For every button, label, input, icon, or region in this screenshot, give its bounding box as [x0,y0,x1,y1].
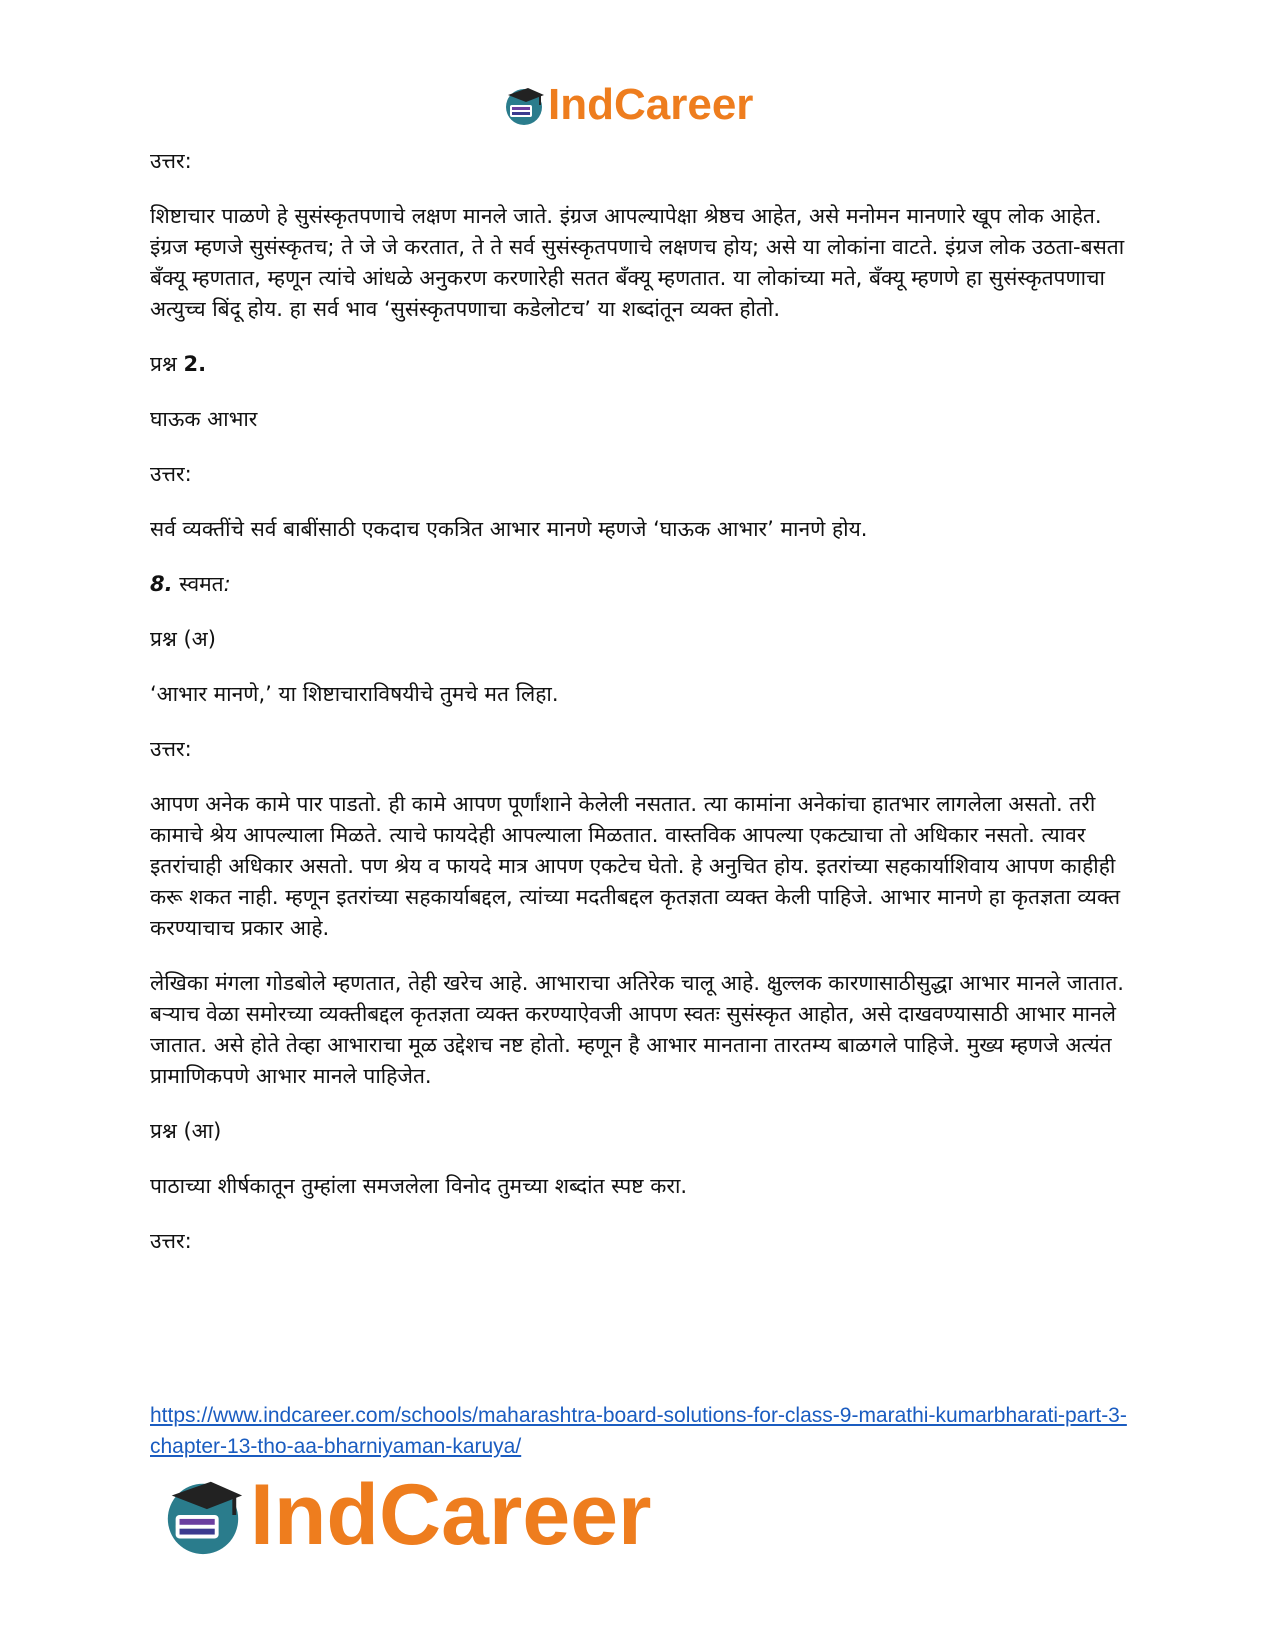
question-heading: प्रश्न (आ) [150,1119,222,1143]
question-text: घाऊक आभार [150,407,258,431]
header-logo [502,80,753,130]
section-heading [150,569,1125,600]
question-number: 2. [183,352,207,376]
question-text: पाठाच्या शीर्षकातून तुम्हांला समजलेला विनोद तुमच्या शब्दांत स्पष्ट करा. [150,1174,688,1198]
document-body [150,146,1125,1281]
question-text: ‘आभार मानणे,’ या शिष्टाचाराविषयीचे तुमचे मत लिहा. [150,682,559,706]
section-colon: : [223,572,231,596]
answer-label: उत्तर: [150,462,192,486]
answer-paragraph: सर्व व्यक्तींचे सर्व बाबींसाठी एकदाच एकत्रित आभार मानणे म्हणजे ‘घाऊक आभार’ मानणे होय. [150,517,868,541]
source-url-link[interactable]: https://www.indcareer.com/schools/maharashtra-board-solutions-for-class-9-marathi-kumarbharati-part-3-chapter-13-tho-aa-bharniyaman-karuya/ [150,1404,1127,1458]
answer-paragraph: आपण अनेक कामे पार पाडतो. ही कामे आपण पूर्णांशाने केलेली नसतात. त्या कामांना अनेकांचा हातभार लागलेला असतो. तरी कामाचे श्रेय आपल्याला मिळते. त्याचे फायदेही आपल्याला मिळतात. वास्तविक आपल्या एकट्याचा तो अधिकार नसतो. त्यावर इतरांचाही अधिकार असतो. पण श्रेय व फायदे मात्र आपण एकटेच घेतो. हे अनुचित होय. इतरांच्या सहकार्याशिवाय आपण काहीही करू शकत नाही. म्हणून इतरांच्या सहकार्याबद्दल, त्यांच्या मदतीबद्दल कृतज्ञता व्यक्त केली पाहिजे. आभार मानणे हा कृतज्ञता व्यक्त करण्याचाच प्रकार आहे. [150,792,1121,940]
footer-logo [160,1466,652,1563]
answer-label: उत्तर: [150,149,192,173]
globe-graduation-icon [160,1472,246,1558]
answer-paragraph: शिष्टाचार पाळणे हे सुसंस्कृतपणाचे लक्षण मानले जाते. इंग्रज आपल्यापेक्षा श्रेष्ठच आहेत, असे मनोमन मानणारे खूप लोक आहेत. इंग्रज म्हणजे सुसंस्कृतच; ते जे जे करतात, ते ते सर्व सुसंस्कृतपणाचे लक्षणच होय; असे या लोकांना वाटते. इंग्रज लोक उठता-बसता बँक्यू म्हणतात, म्हणून त्यांचे आंधळे अनुकरण करणारेही सतत बँक्यू म्हणतात. या लोकांच्या मते, बँक्यू म्हणणे हा सुसंस्कृतपणाचा अत्युच्च बिंदू होय. हा सर्व भाव ‘सुसंस्कृतपणाचा कडेलोटच’ या शब्दांतून व्यक्त होतो. [150,204,1125,321]
answer-paragraph: लेखिका मंगला गोडबोले म्हणतात, तेही खरेच आहे. आभाराचा अतिरेक चालू आहे. क्षुल्लक कारणासाठीसुद्धा आभार मानले जातात. बऱ्याच वेळा समोरच्या व्यक्तीबद्दल कृतज्ञता व्यक्त करण्याऐवजी आपण स्वतः सुसंस्कृत आहोत, असे दाखवण्यासाठी आभार मानले जातात. असे होते तेव्हा आभाराचा मूळ उद्देशच नष्ट होतो. म्हणून है आभार मानताना तारतम्य बाळगले पाहिजे. मुख्य म्हणजे अत्यंत प्रामाणिकपणे आभार मानले पाहिजेत. [150,971,1124,1088]
answer-label: उत्तर: [150,1229,192,1253]
answer-label: उत्तर: [150,737,192,761]
question-heading [150,349,1125,380]
header-logo-text: IndCareer [548,80,754,129]
question-heading: प्रश्न (अ) [150,627,216,651]
globe-graduation-icon [502,83,546,127]
question-label: प्रश्न [150,352,184,376]
section-number: 8. [150,572,173,596]
footer-logo-text: IndCareer [250,1466,652,1563]
section-title: स्वमत [172,572,224,596]
